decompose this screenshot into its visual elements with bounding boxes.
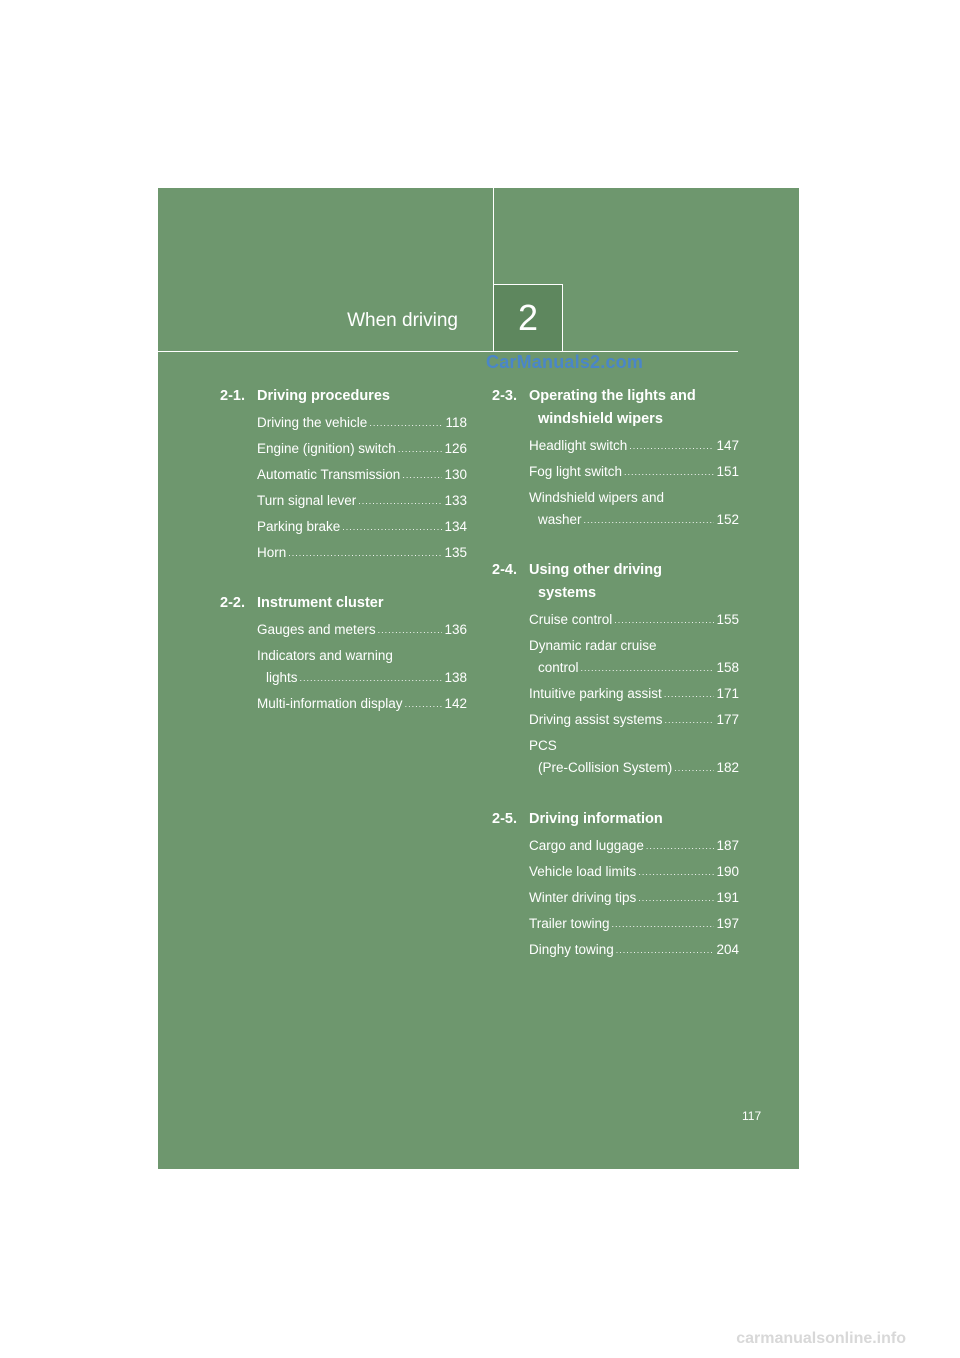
section-title: Instrument cluster bbox=[257, 595, 384, 611]
toc-entry[interactable]: Dynamic radar cruise control ..... 158 bbox=[529, 635, 739, 679]
toc-entry[interactable]: Cargo and luggage ..... 187 bbox=[529, 835, 739, 857]
toc-entry[interactable]: Windshield wipers and washer ..... 152 bbox=[529, 487, 739, 531]
toc-entry[interactable]: Intuitive parking assist ..... 171 bbox=[529, 683, 739, 705]
toc-entry[interactable]: Multi-information display ..... 142 bbox=[257, 693, 467, 715]
toc-entry[interactable]: Automatic Transmission ..... 130 bbox=[257, 464, 467, 486]
toc-entry[interactable]: Winter driving tips ..... 191 bbox=[529, 887, 739, 909]
toc-section-2-4 bbox=[492, 559, 739, 779]
toc-section-2-2 bbox=[220, 592, 467, 715]
toc-entry[interactable]: Indicators and warning lights ..... 138 bbox=[257, 645, 467, 689]
toc-entry[interactable]: Turn signal lever ..... 133 bbox=[257, 490, 467, 512]
toc-entry[interactable]: Horn ..... 135 bbox=[257, 542, 467, 564]
toc-section-2-3 bbox=[492, 385, 739, 531]
section-number: 2-5. bbox=[492, 811, 517, 827]
divider-horizontal bbox=[158, 351, 738, 352]
section-title: Using other driving bbox=[529, 562, 662, 578]
toc-entry[interactable]: Vehicle load limits ..... 190 bbox=[529, 861, 739, 883]
page-number: 117 bbox=[742, 1109, 762, 1123]
toc-entry[interactable]: Headlight switch ..... 147 bbox=[529, 435, 739, 457]
toc-entry[interactable]: Gauges and meters ..... 136 bbox=[257, 619, 467, 641]
section-title: Operating the lights and bbox=[529, 388, 696, 404]
section-title: Driving information bbox=[529, 811, 663, 827]
watermark-bottom: carmanualsonline.info bbox=[736, 1330, 906, 1347]
section-number: 2-2. bbox=[220, 595, 245, 611]
toc-entry[interactable]: Driving assist systems ..... 177 bbox=[529, 709, 739, 731]
toc-entry[interactable]: Trailer towing ..... 197 bbox=[529, 913, 739, 935]
section-number: 2-3. bbox=[492, 388, 517, 404]
toc-section-2-5 bbox=[492, 808, 739, 961]
chapter-title: When driving bbox=[347, 310, 458, 331]
toc-entry[interactable]: PCS (Pre-Collision System) ..... 182 bbox=[529, 735, 739, 779]
section-number: 2-1. bbox=[220, 388, 245, 404]
toc-entry[interactable]: Fog light switch ..... 151 bbox=[529, 461, 739, 483]
toc-entry[interactable]: Driving the vehicle ..... 118 bbox=[257, 412, 467, 434]
toc-entry[interactable]: Parking brake ..... 134 bbox=[257, 516, 467, 538]
toc-entry[interactable]: Cruise control ..... 155 bbox=[529, 609, 739, 631]
chapter-number: 2 bbox=[494, 284, 563, 351]
toc-entry[interactable]: Dinghy towing ..... 204 bbox=[529, 939, 739, 961]
section-title: Driving procedures bbox=[257, 388, 390, 404]
toc-section-2-1 bbox=[220, 385, 467, 564]
section-title-cont: systems bbox=[538, 585, 597, 601]
toc-entry[interactable]: Engine (ignition) switch ..... 126 bbox=[257, 438, 467, 460]
section-number: 2-4. bbox=[492, 562, 517, 578]
watermark-top: CarManuals2.com bbox=[486, 352, 644, 372]
section-title-cont: windshield wipers bbox=[538, 411, 663, 427]
